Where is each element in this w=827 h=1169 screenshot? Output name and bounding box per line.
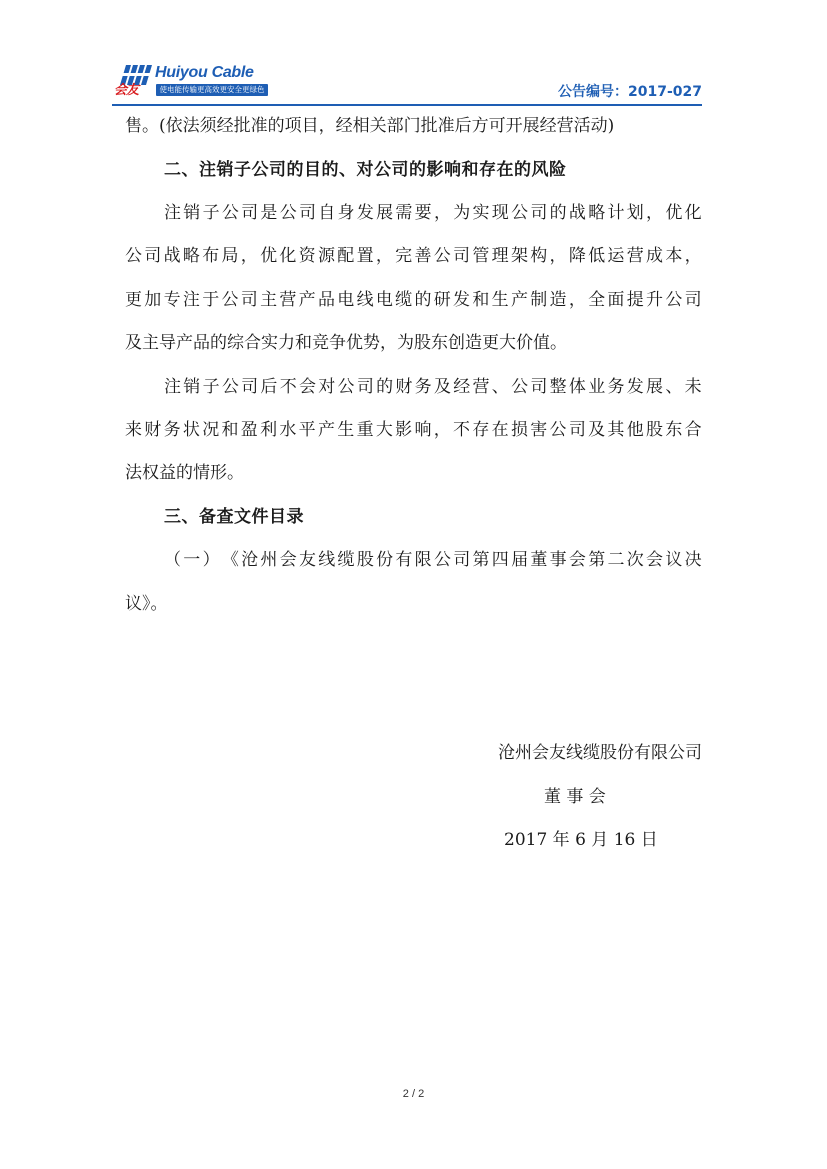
paragraph-char: 议 [665,550,683,570]
paragraph-char: 公 [665,290,683,310]
paragraph-line: 法权益的情形。 [125,463,244,483]
paragraph-char: 注 [164,377,181,397]
paragraph-char: 略 [182,246,200,266]
paragraph-char: 一 [183,550,201,570]
paragraph-char: 划 [626,203,644,223]
paragraph-char: 不 [453,420,471,440]
paragraph-line: 议》。 [125,594,168,614]
paragraph-char: 研 [433,290,451,310]
paragraph-char: 成 [646,246,664,266]
paragraph-char: 线 [356,290,374,310]
paragraph-char: 营 [279,290,297,310]
paragraph-char: 发 [453,290,471,310]
paragraph-char: 存 [472,420,490,440]
paragraph-char: ， [549,246,567,266]
paragraph-char: 局 [221,246,239,266]
paragraph-char: ， [433,420,451,440]
paragraph-char: 公 [221,203,239,223]
logo-english-name: Huiyou Cable [155,64,254,81]
paragraph-char: 影 [395,420,413,440]
paragraph-char: 盈 [240,420,258,440]
paragraph-char: 公 [221,290,239,310]
paragraph-char: 状 [182,420,200,440]
paragraph-char: 平 [298,420,316,440]
paragraph-char: 产 [317,420,335,440]
paragraph-char: 业 [588,377,606,397]
paragraph-char: 现 [491,203,509,223]
paragraph-char: 届 [511,550,529,570]
paragraph-char: 大 [375,420,393,440]
logo-stripes-icon [118,65,152,85]
paragraph-char: 低 [588,246,606,266]
paragraph-char: 公 [433,246,451,266]
paragraph-char: 缆 [337,550,355,570]
paragraph-char: 要 [414,203,432,223]
paragraph-char: 销 [183,203,201,223]
paragraph-char: 害 [530,420,548,440]
paragraph-char: 司 [453,246,471,266]
paragraph-char: 未 [684,377,702,397]
paragraph-char: 份 [376,550,394,570]
paragraph-char: 自 [318,203,336,223]
paragraph-char: 注 [182,290,200,310]
paragraph-char: 全 [588,290,606,310]
paragraph-char: 的 [376,377,394,397]
paragraph-char: 为 [453,203,471,223]
paragraph-char: 生 [491,290,509,310]
paragraph-char: 公 [511,377,529,397]
paragraph-char: 需 [395,203,413,223]
paragraph-line [125,289,702,311]
paragraph-char: 和 [472,290,490,310]
paragraph-char: 股 [356,550,374,570]
paragraph-char: 源 [317,246,335,266]
paragraph-char: ） [202,550,220,570]
paragraph-char: 造 [549,290,567,310]
paragraph-char: 其 [607,420,625,440]
paragraph-char: 注 [164,203,181,223]
page-number: 2 / 2 [402,1088,425,1100]
company-logo [112,62,272,100]
paragraph-char: 公 [433,550,451,570]
paragraph-char: 财 [395,377,413,397]
paragraph-char: 决 [684,550,702,570]
paragraph-char: 会 [568,550,586,570]
logo-tagline: 使电能传输更高效更安全更绿色 [156,84,268,96]
paragraph-char: 制 [530,290,548,310]
paragraph-char: 州 [260,550,278,570]
paragraph-line [164,376,702,398]
paragraph-char: 提 [626,290,644,310]
paragraph-char: ， [375,246,393,266]
paragraph-char: 营 [472,377,490,397]
paragraph-char: 于 [202,290,220,310]
paragraph-char: 化 [684,203,702,223]
paragraph-char: 响 [414,420,432,440]
paragraph-char: 优 [260,246,278,266]
paragraph-char: 东 [665,420,683,440]
paragraph-char: 理 [491,246,509,266]
paragraph-char: 损 [510,420,528,440]
paragraph-char: 缆 [395,290,413,310]
paragraph-char: 及 [588,420,606,440]
paragraph-char: 运 [607,246,625,266]
paragraph-char: 《 [221,550,239,570]
paragraph-char: 司 [241,203,259,223]
paragraph-char: 事 [549,550,567,570]
paragraph-char: 、 [491,377,509,397]
paragraph-char: 不 [279,377,297,397]
paragraph-char: 公 [511,203,529,223]
paragraph-char: 产 [298,290,316,310]
paragraph-char: 体 [568,377,586,397]
section-heading-purpose: 二、注销子公司的目的、对公司的影响和存在的风险 [164,160,567,180]
paragraph-char: 财 [144,420,162,440]
paragraph-char: 品 [317,290,335,310]
paragraph-char: 经 [453,377,471,397]
paragraph-char: 电 [337,290,355,310]
paragraph-char: 展 [646,377,664,397]
paragraph-line [125,419,702,441]
paragraph-char: 销 [183,377,201,397]
paragraph-char: 是 [260,203,278,223]
paragraph-char: 子 [202,203,220,223]
paragraph-char: 股 [646,420,664,440]
paragraph-char: 次 [626,550,644,570]
paragraph-char: 电 [375,290,393,310]
paragraph-char: 二 [607,550,625,570]
paragraph-char: （ [164,550,181,570]
paragraph-char: 构 [530,246,548,266]
paragraph-char: 化 [279,246,297,266]
paragraph-char: 升 [646,290,664,310]
page-header [112,62,702,102]
paragraph-line: 及主导产品的综合实力和竞争优势，为股东创造更大价值。 [125,333,567,353]
paragraph-char: 会 [646,550,664,570]
paragraph-char: 身 [337,203,355,223]
paragraph-char: ， [646,203,664,223]
paragraph-char: 司 [568,420,586,440]
paragraph-char: 降 [568,246,586,266]
paragraph-char: 司 [453,550,471,570]
paragraph-char: 优 [665,203,683,223]
paragraph-char: 战 [568,203,586,223]
paragraph-char: 的 [549,203,567,223]
paragraph-char: 主 [260,290,278,310]
paragraph-char: 展 [376,203,394,223]
paragraph-char: 发 [626,377,644,397]
paragraph-char: 营 [626,246,644,266]
paragraph-char: 线 [318,550,336,570]
paragraph-char: 布 [202,246,220,266]
paragraph-char: 司 [241,377,259,397]
paragraph-char: 合 [684,420,702,440]
paragraph-char: 四 [491,550,509,570]
paragraph-char: 重 [356,420,374,440]
paragraph-char: 来 [125,420,142,440]
paragraph-char: 后 [260,377,278,397]
paragraph-char: 公 [337,377,355,397]
paragraph-char: ， [433,203,451,223]
paragraph-char: 务 [607,377,625,397]
paragraph-char: 整 [549,377,567,397]
paragraph-char: 管 [472,246,490,266]
paragraph-char: 略 [588,203,606,223]
paragraph-char: ， [684,246,702,266]
header-divider [112,104,702,106]
paragraph-char: 公 [549,420,567,440]
paragraph-char: 会 [279,550,297,570]
notice-number: 公告编号：2017-027 [558,84,702,100]
paragraph-char: 完 [395,246,413,266]
paragraph-char: 置 [356,246,374,266]
paragraph-char: 限 [414,550,432,570]
paragraph-char: 本 [665,246,683,266]
section-heading-documents: 三、备查文件目录 [164,507,304,527]
paragraph-char: 司 [144,246,162,266]
paragraph-char: 利 [260,420,278,440]
paragraph-char: 他 [626,420,644,440]
paragraph-char: 、 [665,377,683,397]
paragraph-char: 第 [588,550,606,570]
paragraph-char: 善 [414,246,432,266]
paragraph-char: 子 [202,377,220,397]
paragraph-char: 资 [298,246,316,266]
paragraph-char: 沧 [241,550,259,570]
paragraph-char: 司 [356,377,374,397]
paragraph-char: 董 [530,550,548,570]
paragraph-char: 司 [240,290,258,310]
paragraph-char: 生 [337,420,355,440]
paragraph-char: 在 [491,420,509,440]
paragraph-char: 实 [472,203,490,223]
paragraph-char: 及 [433,377,451,397]
paragraph-char: 务 [414,377,432,397]
paragraph-char: 和 [221,420,239,440]
paragraph-line [164,549,702,571]
paragraph-char: 友 [298,550,316,570]
paragraph-char: 专 [163,290,181,310]
signature-board: 董 事 会 [544,787,606,807]
paragraph-char: 配 [337,246,355,266]
paragraph-char: 的 [414,290,432,310]
paragraph-char: 司 [530,377,548,397]
paragraph-char: 架 [510,246,528,266]
paragraph-char: 公 [125,246,142,266]
paragraph-char: 况 [202,420,220,440]
logo-chinese-name: 会友 [114,83,139,98]
paragraph-char: 司 [684,290,702,310]
paragraph-char: 有 [395,550,413,570]
paragraph-char: 司 [298,203,316,223]
paragraph-char: 产 [510,290,528,310]
paragraph-char: 计 [607,203,625,223]
paragraph-char: 对 [318,377,336,397]
signature-company: 沧州会友线缆股份有限公司 [498,743,702,763]
paragraph-line [125,245,702,267]
paragraph-char: 水 [279,420,297,440]
paragraph-char: ， [568,290,586,310]
paragraph-line [164,202,702,224]
signature-date: 2017 年 6 月 16 日 [504,830,658,850]
paragraph-char: 发 [356,203,374,223]
paragraph-char: 加 [144,290,162,310]
paragraph-char: 战 [163,246,181,266]
paragraph-char: 司 [530,203,548,223]
paragraph-char: 务 [163,420,181,440]
paragraph-char: 公 [279,203,297,223]
paragraph-char: 会 [298,377,316,397]
body-line-1: 售。(依法须经批准的项目，经相关部门批准后方可开展经营活动) [125,116,615,136]
paragraph-char: 面 [607,290,625,310]
paragraph-char: ， [240,246,258,266]
paragraph-char: 更 [125,290,142,310]
paragraph-char: 第 [472,550,490,570]
paragraph-char: 公 [221,377,239,397]
